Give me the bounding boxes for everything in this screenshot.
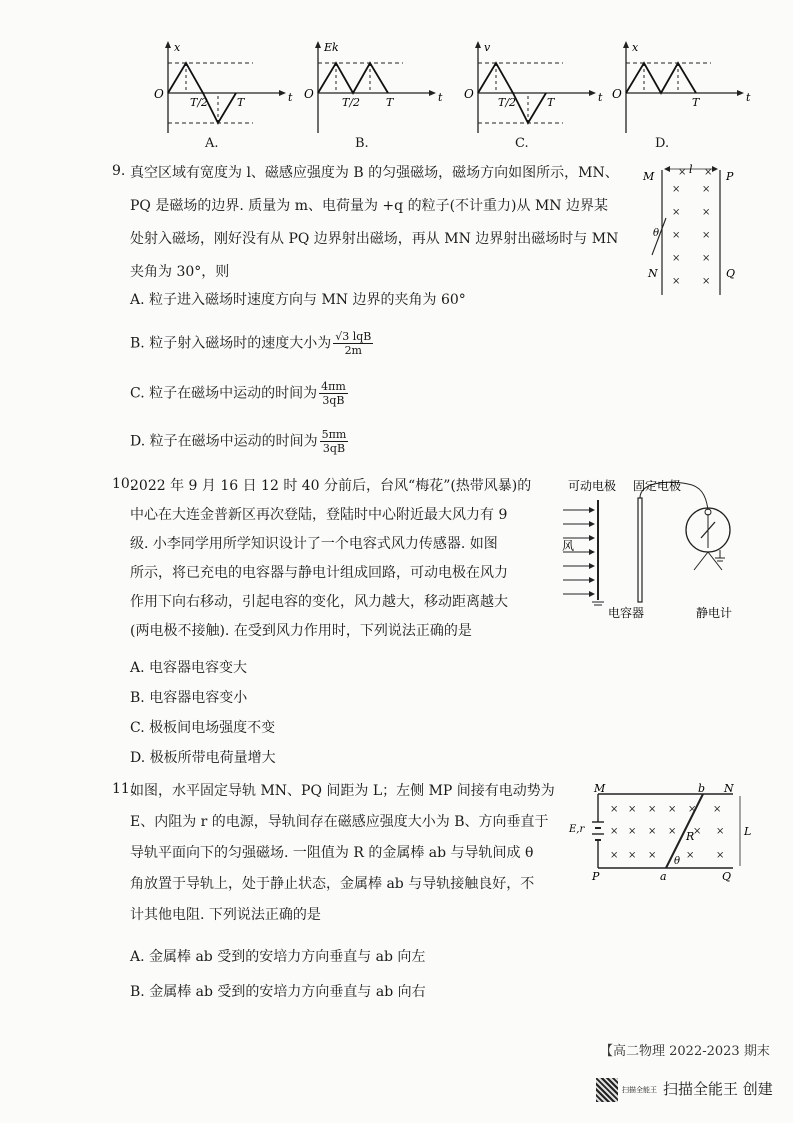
question-11-option-a: A. 金属棒 ab 受到的安培力方向垂直与 ab 向左 (130, 949, 426, 965)
wind-sensor-figure (558, 472, 758, 622)
label-theta: θ (653, 228, 660, 239)
t-full-label: T (386, 96, 394, 109)
option-b-fraction (333, 330, 373, 357)
label-n: N (724, 782, 734, 795)
label-m: M (594, 782, 606, 795)
question-9-number: 9. (112, 163, 126, 179)
question-10-number: 10. (112, 476, 135, 492)
label-n: N (648, 267, 658, 280)
origin-label: O (612, 87, 622, 101)
graph-option-d-label: D. (655, 136, 670, 151)
fraction-denominator: 3qB (322, 394, 345, 407)
origin-label: O (304, 87, 314, 101)
option-d-text: D. 粒子在磁场中运动的时间为 (130, 433, 318, 450)
t-half-label: T/2 (190, 96, 209, 109)
svg-text:×: × (672, 276, 681, 287)
fraction-numerator: √3 lqB (335, 330, 372, 343)
t-axis-label: t (746, 91, 751, 104)
svg-text:×: × (702, 207, 711, 218)
fraction-denominator: 2m (344, 344, 362, 357)
t-half-label: T/2 (498, 96, 517, 109)
label-fixed-electrode: 固定电极 (633, 479, 682, 493)
y-axis-label: v (484, 41, 491, 54)
graph-option-b-label: B. (355, 136, 369, 151)
svg-text:×: × (688, 804, 697, 815)
question-10-option-c: C. 极板间电场强度不变 (130, 720, 276, 736)
svg-text:×: × (648, 804, 657, 815)
svg-text:×: × (628, 826, 637, 837)
label-wind: 风 (562, 539, 575, 553)
question-10-line-4: 所示，将已充电的电容器与静电计组成回路，可动电极在风力 (130, 565, 508, 581)
svg-text:×: × (713, 804, 722, 815)
question-10-option-b: B. 电容器电容变小 (130, 690, 248, 706)
graph-option-a (148, 38, 298, 158)
label-q: Q (722, 870, 732, 882)
question-9-line-3: 处射入磁场，刚好没有从 PQ 边界射出磁场，再从 MN 边界射出磁场时与 MN (130, 231, 619, 247)
svg-text:×: × (668, 826, 677, 837)
label-er: E,r (569, 824, 585, 835)
question-11-line-1: 如图，水平固定导轨 MN、PQ 间距为 L；左侧 MP 间接有电动势为 (130, 783, 555, 799)
t-axis-label: t (288, 91, 293, 104)
question-9-line-1: 真空区域有宽度为 l、磁感应强度为 B 的匀强磁场，磁场方向如图所示，MN、 (130, 165, 619, 181)
t-full-label: T (237, 96, 245, 109)
svg-text:×: × (628, 804, 637, 815)
question-10-line-6: (两电极不接触). 在受到风力作用时，下列说法正确的是 (130, 623, 472, 639)
question-9-option-d (130, 428, 348, 455)
svg-text:×: × (702, 230, 711, 241)
graph-option-b (298, 38, 448, 158)
svg-text:×: × (610, 850, 619, 861)
qr-code-icon (596, 1078, 618, 1102)
label-theta: θ (674, 856, 681, 867)
label-electrometer: 静电计 (696, 606, 733, 620)
svg-text:×: × (672, 207, 681, 218)
svg-text:×: × (716, 826, 725, 837)
y-axis-label: x (632, 41, 639, 54)
question-11-line-2: E、内阻为 r 的电源，导轨间存在磁感应强度大小为 B、方向垂直于 (130, 814, 549, 830)
svg-text:×: × (693, 826, 702, 837)
label-m: M (643, 170, 655, 183)
question-9-option-c (130, 380, 348, 407)
t-axis-label: t (438, 91, 443, 104)
fraction-numerator: 5πm (321, 428, 347, 441)
svg-text:×: × (610, 826, 619, 837)
y-axis-label: Ek (324, 41, 339, 54)
question-10-option-a: A. 电容器电容变大 (130, 660, 248, 676)
fraction-numerator: 4πm (321, 380, 346, 393)
label-p: P (726, 170, 734, 183)
graph-option-c (458, 38, 608, 158)
t-axis-label: t (598, 91, 603, 104)
svg-text:×: × (702, 276, 711, 287)
svg-text:×: × (672, 253, 681, 264)
label-capacitor: 电容器 (608, 606, 645, 620)
label-l: L (744, 825, 752, 838)
label-r: R (686, 830, 695, 843)
svg-text:×: × (648, 826, 657, 837)
question-9-option-a: A. 粒子进入磁场时速度方向与 MN 边界的夹角为 60° (130, 292, 466, 308)
fraction-denominator: 3qB (322, 442, 346, 455)
svg-text:×: × (702, 184, 711, 195)
label-q: Q (726, 267, 736, 280)
svg-text:×: × (672, 184, 681, 195)
svg-text:×: × (672, 230, 681, 241)
question-11-number: 11. (112, 781, 135, 797)
question-9-line-2: PQ 是磁场的边界. 质量为 m、电荷量为 +q 的粒子(不计重力)从 MN 边界某 (130, 198, 608, 214)
svg-text:×: × (704, 167, 713, 178)
svg-text:×: × (716, 850, 725, 861)
graph-option-c-label: C. (515, 136, 529, 151)
origin-label: O (464, 87, 474, 101)
page-footer: 【高二物理 2022-2023 期末 (600, 1044, 770, 1059)
option-c-fraction (319, 380, 348, 407)
question-11-option-b: B. 金属棒 ab 受到的安培力方向垂直与 ab 向右 (130, 984, 426, 1000)
option-b-text: B. 粒子射入磁场时的速度大小为 (130, 335, 332, 352)
y-axis-label: x (174, 41, 181, 54)
label-movable-electrode: 可动电极 (568, 479, 617, 493)
question-9-line-4: 夹角为 30°，则 (130, 264, 230, 280)
question-10-line-3: 级. 小李同学用所学知识设计了一个电容式风力传感器. 如图 (130, 536, 498, 552)
svg-text:×: × (668, 804, 677, 815)
question-10-line-1: 2022 年 9 月 16 日 12 时 40 分前后，台风“梅花”(热带风暴)的 (130, 478, 532, 494)
scanner-stamp (596, 1078, 773, 1102)
question-10-line-5: 作用下向右移动，引起电容的变化，风力越大，移动距离越大 (130, 594, 508, 610)
svg-text:×: × (702, 253, 711, 264)
stamp-text: 扫描全能王 创建 (663, 1080, 773, 1098)
svg-text:×: × (686, 850, 695, 861)
magnetic-field-figure (640, 160, 750, 300)
option-c-text: C. 粒子在磁场中运动的时间为 (130, 385, 318, 402)
svg-text:×: × (610, 804, 619, 815)
origin-label: O (154, 87, 164, 101)
label-b: b (698, 782, 706, 795)
question-11-line-3: 导轨平面向下的匀强磁场. 一阻值为 R 的金属棒 ab 与导轨间成 θ (130, 845, 534, 861)
question-9-option-b (130, 330, 373, 357)
stamp-mini-text: 扫描全能王 (622, 1086, 657, 1094)
t-full-label: T (547, 96, 555, 109)
t-half-label: T/2 (342, 96, 361, 109)
label-p: P (592, 870, 600, 882)
question-10-line-2: 中心在大连金普新区再次登陆，登陆时中心附近最大风力有 9 (130, 507, 508, 523)
svg-text:×: × (628, 850, 637, 861)
graph-option-d (606, 38, 756, 158)
question-10-option-d: D. 极板所带电荷量增大 (130, 750, 276, 766)
question-11-line-5: 计其他电阻. 下列说法正确的是 (130, 907, 321, 923)
label-a: a (660, 870, 667, 882)
t-full-label: T (692, 96, 700, 109)
graph-option-a-label: A. (205, 136, 219, 151)
svg-text:×: × (648, 850, 657, 861)
rail-circuit-figure (568, 782, 758, 882)
option-d-fraction (320, 428, 349, 455)
label-width-l: l (689, 163, 693, 176)
svg-text:×: × (678, 167, 687, 178)
question-11-line-4: 角放置于导轨上，处于静止状态，金属棒 ab 与导轨接触良好，不 (130, 876, 535, 892)
